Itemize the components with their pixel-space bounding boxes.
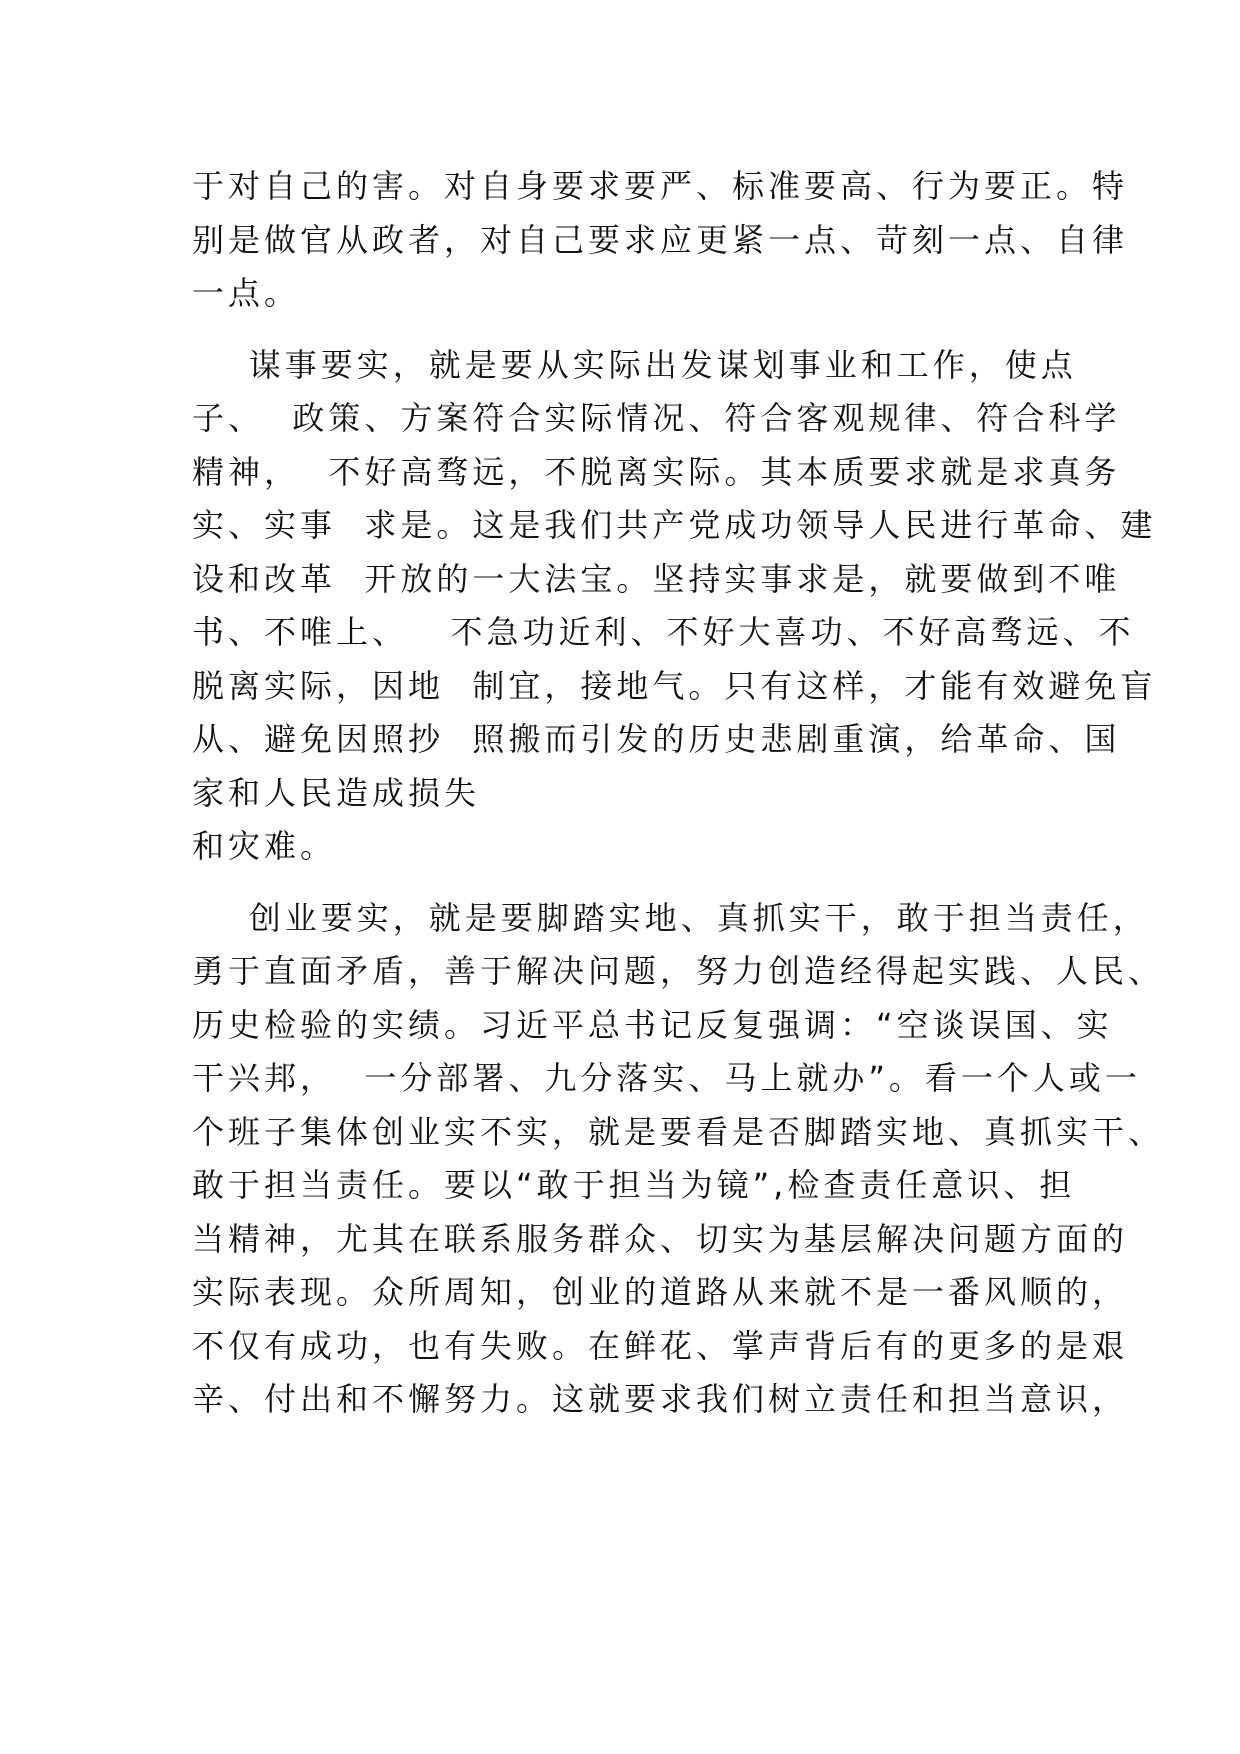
text-line: 敢于担当责任。要以“敢于担当为镜”,检查责任意识、担 bbox=[192, 1166, 1076, 1204]
text-line: 创业要实，就是要脚踏实地、真抓实干，敢于担当责任， bbox=[192, 898, 1149, 937]
paragraph-gap bbox=[192, 321, 1072, 339]
text-line: 设和改革 开放的一大法宝。坚持实事求是，就要做到不唯 bbox=[192, 559, 1121, 598]
text-line: 和灾难。 bbox=[192, 827, 337, 865]
paragraph-gap bbox=[192, 874, 1072, 892]
text-line: 实际表现。众所周知，创业的道路从来就不是一番风顺的， bbox=[192, 1273, 1129, 1311]
text-line: 不仅有成功，也有失败。在鲜花、掌声背后有的更多的是艰 bbox=[192, 1326, 1129, 1365]
text-line: 当精神，尤其在联系服务群众、切实为基层解决问题方面的 bbox=[192, 1219, 1129, 1258]
text-line: 书、不唯上、 不急功近利、不好大喜功、不好高骛远、不 bbox=[192, 613, 1135, 651]
text-line: 干兴邦， 一分部署、九分落实、马上就办”。看一个人或一 bbox=[192, 1059, 1141, 1097]
text-line: 实、实事 求是。这是我们共产党成功领导人民进行革命、建 bbox=[192, 506, 1157, 544]
text-line: 一点。 bbox=[192, 274, 301, 312]
text-line: 子、 政策、方案符合实际情况、符合客观规律、符合科学 bbox=[192, 399, 1121, 437]
text-line: 历史检验的实绩。习近平总书记反复强调：“空谈误国、实 bbox=[192, 1005, 1113, 1044]
text-line: 从、避免因照抄 照搬而引发的历史悲剧重演，给革命、国 bbox=[192, 720, 1121, 758]
paragraph-3 bbox=[192, 892, 1165, 1427]
paragraph-2 bbox=[192, 339, 1157, 874]
text-line: 脱离实际，因地 制宜，接地气。只有这样，才能有效避免盲 bbox=[192, 666, 1157, 705]
text-line: 辛、付出和不懈努力。这就要求我们树立责任和担当意识， bbox=[192, 1380, 1129, 1418]
document-body bbox=[192, 160, 1165, 1427]
text-line: 精神， 不好高骛远，不脱离实际。其本质要求就是求真务 bbox=[192, 452, 1121, 491]
paragraph-1 bbox=[192, 160, 1129, 321]
text-line: 谋事要实，就是要从实际出发谋划事业和工作，使点 bbox=[192, 345, 1077, 384]
text-line: 于对自己的害。对自身要求要严、标准要高、行为要正。特 bbox=[192, 167, 1129, 205]
text-line: 个班子集体创业实不实，就是要看是否脚踏实地、真抓实干、 bbox=[192, 1112, 1165, 1151]
text-line: 勇于直面矛盾，善于解决问题，努力创造经得起实践、人民、 bbox=[192, 952, 1165, 990]
text-line: 家和人民造成损失 bbox=[192, 773, 481, 812]
text-line: 别是做官从政者，对自己要求应更紧一点、苛刻一点、自律 bbox=[192, 220, 1129, 259]
